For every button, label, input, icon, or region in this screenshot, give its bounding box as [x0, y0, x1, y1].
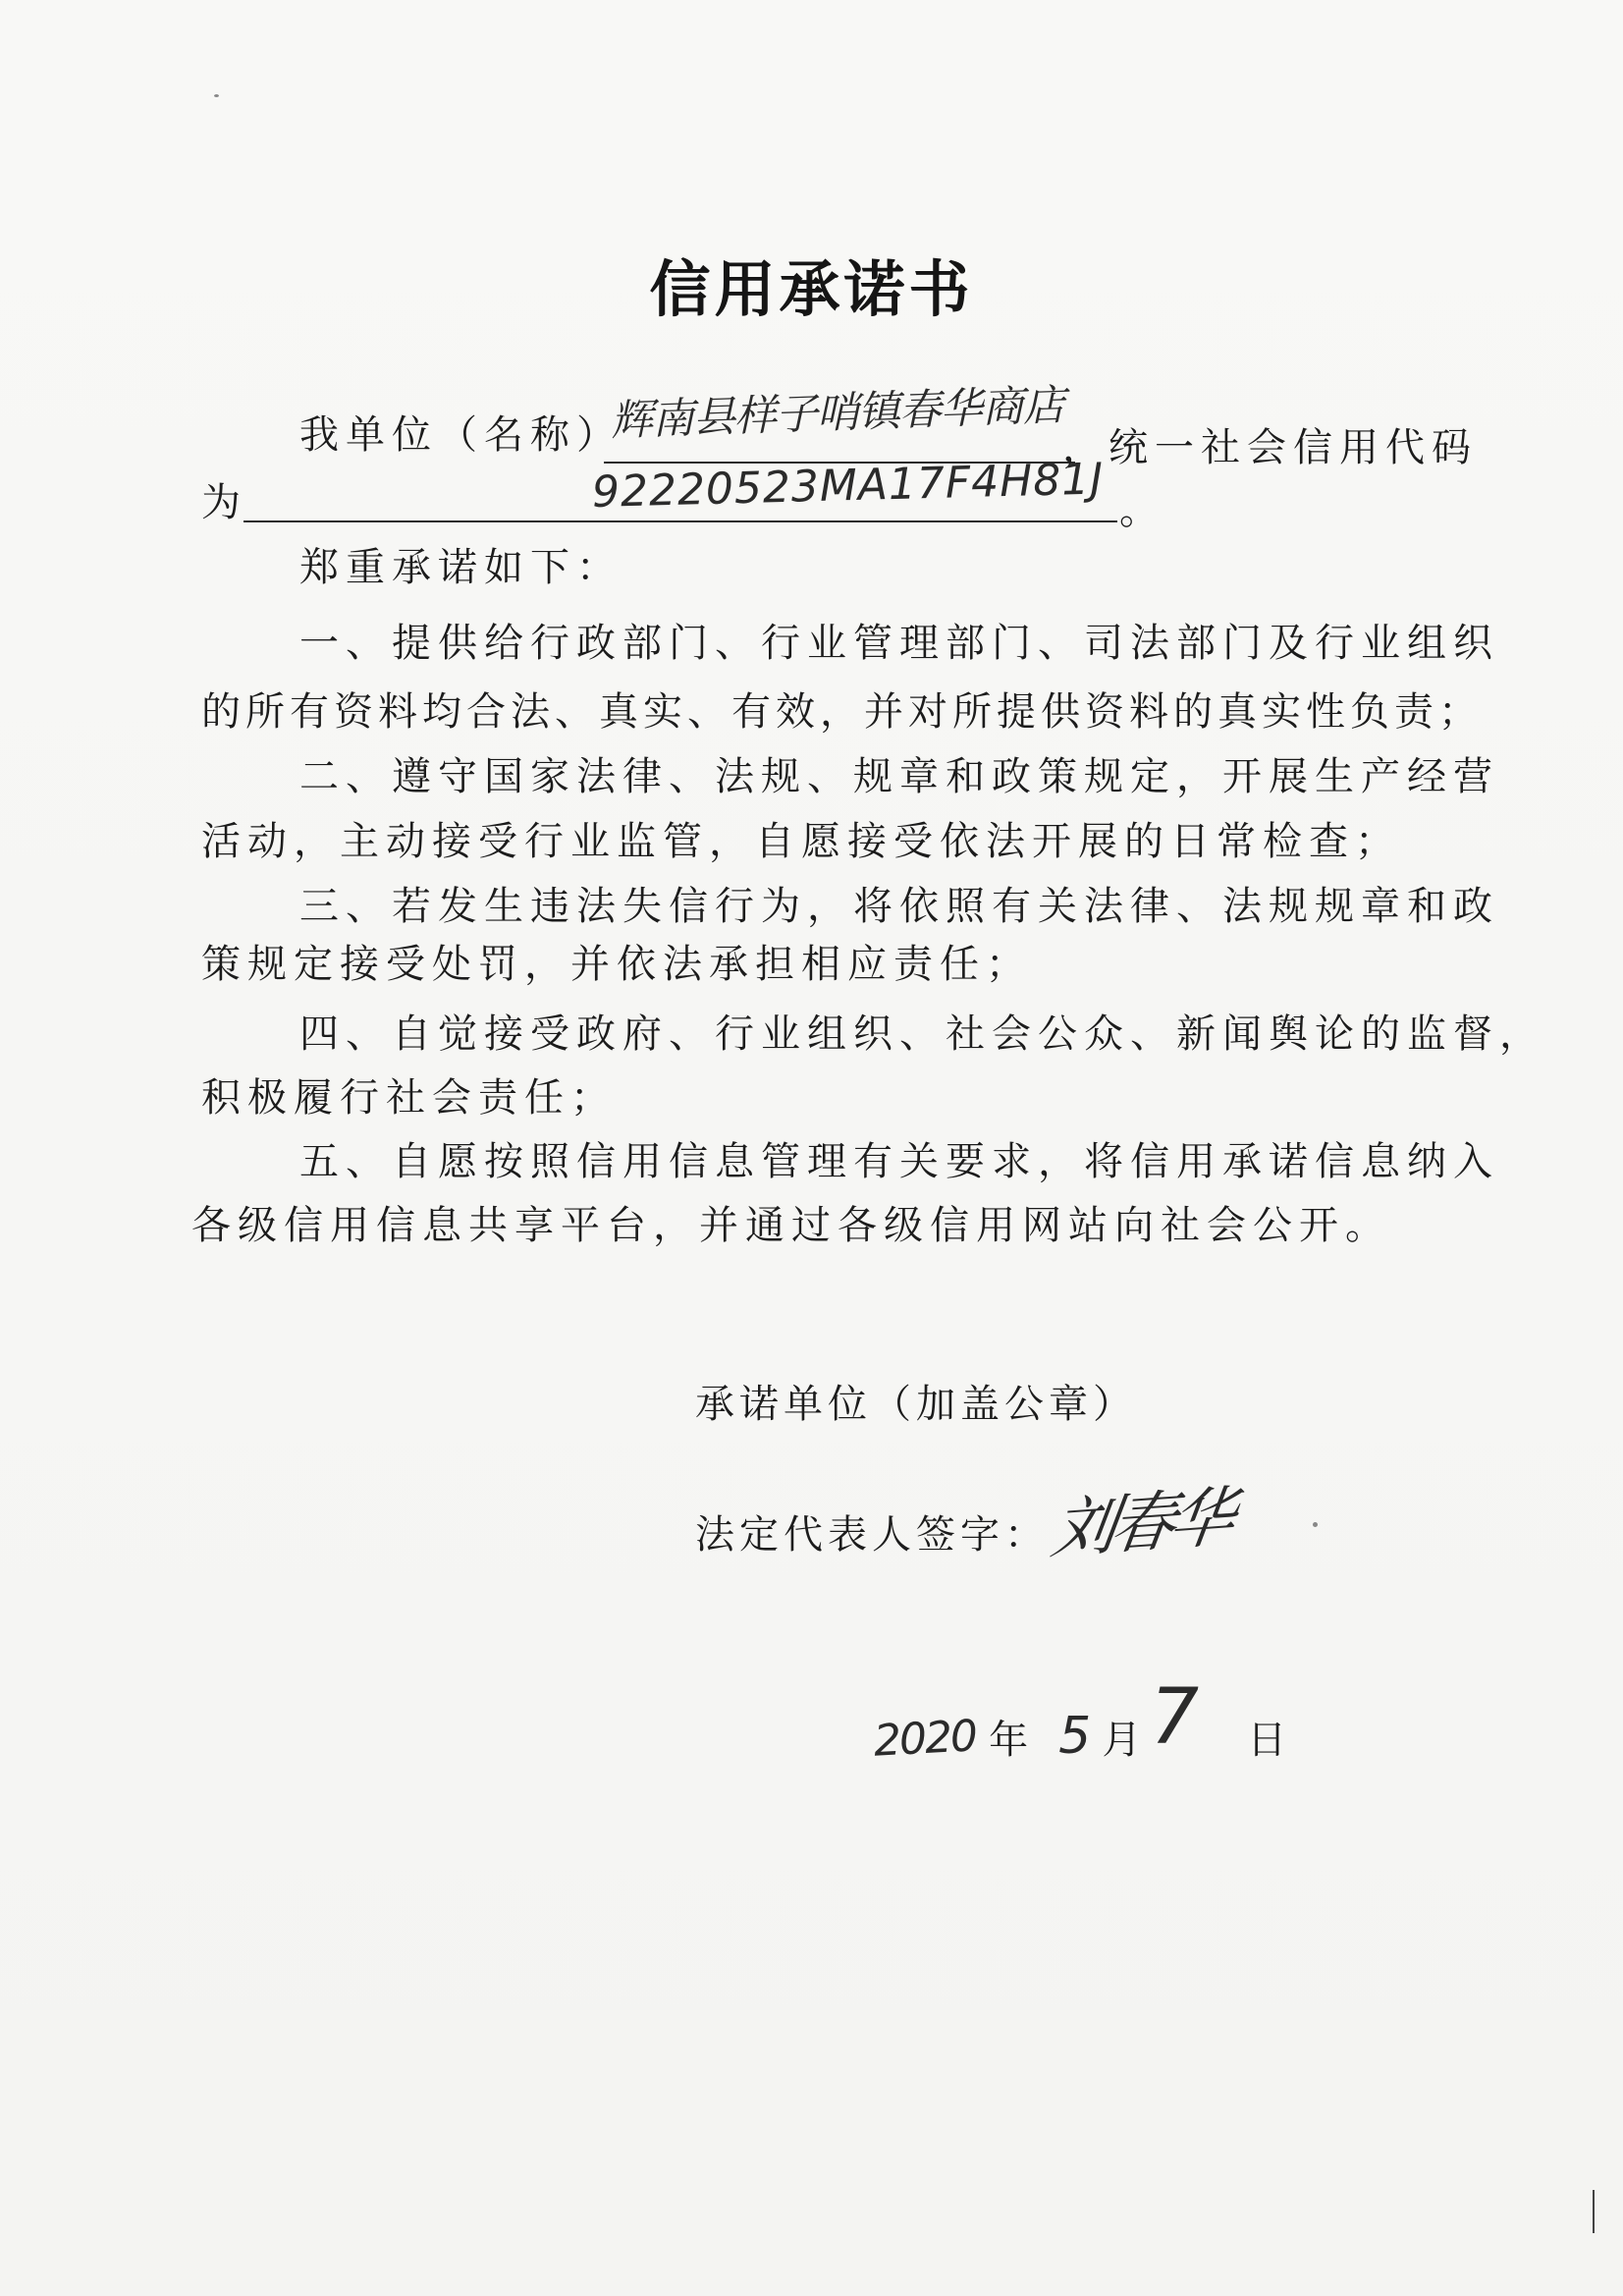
unit-prefix: 我单位（名称）	[299, 412, 622, 458]
clause-3-line-1: 三、若发生违法失信行为，将依照有关法律、法规规章和政	[299, 884, 1499, 929]
credit-code-for: 为	[201, 480, 247, 525]
date-day-label: 日	[1247, 1718, 1287, 1763]
date-day: 7	[1150, 1673, 1200, 1762]
document-title: 信用承诺书	[649, 253, 974, 325]
date-month-label: 月	[1102, 1718, 1142, 1763]
clause-5-line-2: 各级信用信息共享平台，并通过各级信用网站向社会公开。	[191, 1203, 1391, 1248]
clause-1-line-1: 一、提供给行政部门、行业管理部门、司法部门及行业组织	[299, 621, 1499, 666]
credit-code-handwritten: 92220523MA17F4H81J	[591, 454, 1105, 518]
date-year-label: 年	[989, 1718, 1029, 1763]
clause-3-line-2: 策规定接受处罚，并依法承担相应责任；	[201, 942, 1032, 987]
unit-name-handwritten: 辉南县样子哨镇春华商店	[610, 380, 1065, 446]
clause-5-line-1: 五、自愿按照信用信息管理有关要求，将信用承诺信息纳入	[299, 1139, 1499, 1184]
clause-2-line-2: 活动，主动接受行业监管，自愿接受依法开展的日常检查；	[201, 819, 1401, 864]
credit-code-prefix: ，统一社会信用代码	[1062, 425, 1478, 470]
date-line	[872, 1673, 1287, 1767]
signature-label: 法定代表人签字：	[695, 1512, 1049, 1558]
scan-speck	[214, 94, 219, 97]
clause-1-line-2: 的所有资料均合法、真实、有效，并对所提供资料的真实性负责；	[201, 689, 1483, 735]
credit-code-underline	[243, 520, 1117, 522]
clause-4-line-1: 四、自觉接受政府、行业组织、社会公众、新闻舆论的监督，	[299, 1011, 1545, 1057]
credit-code-period: 。	[1119, 488, 1165, 533]
seal-label: 承诺单位（加盖公章）	[695, 1382, 1137, 1427]
legal-rep-signature: 刘春华	[1047, 1478, 1235, 1568]
clause-4-line-2: 积极履行社会责任；	[201, 1075, 617, 1121]
promise-intro: 郑重承诺如下：	[299, 545, 622, 590]
date-year: 2020	[872, 1711, 978, 1767]
date-month: 5	[1058, 1707, 1092, 1766]
scan-speck	[1313, 1522, 1318, 1527]
scan-edge-mark	[1593, 2190, 1595, 2233]
clause-2-line-1: 二、遵守国家法律、法规、规章和政策规定，开展生产经营	[299, 754, 1499, 799]
